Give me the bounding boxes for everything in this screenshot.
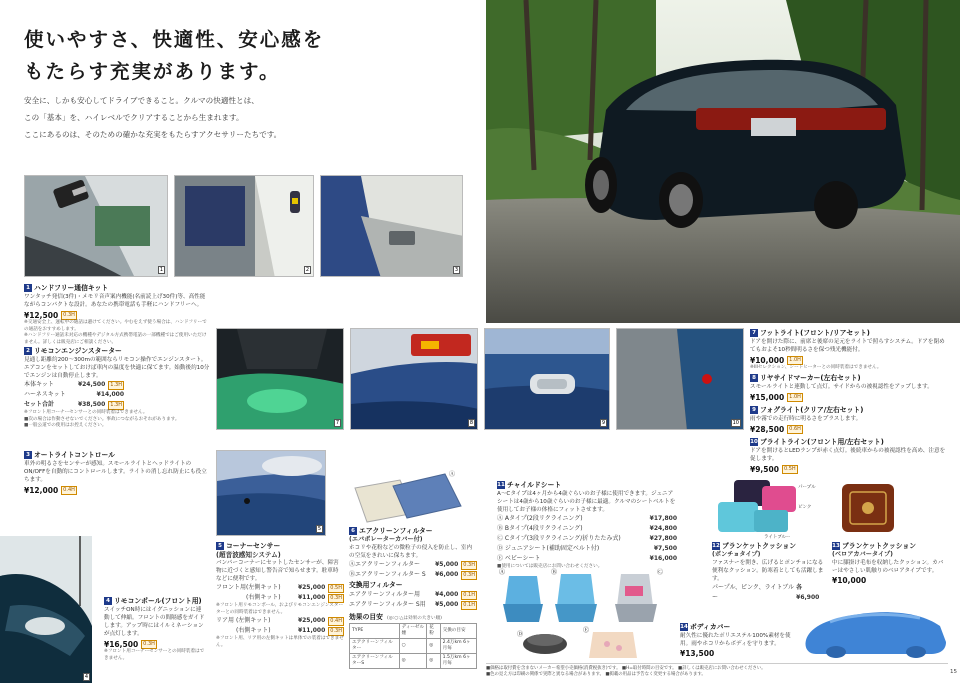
- photo-remote-antenna: [0, 536, 92, 683]
- item-description: 見通し距離約200〜300mの範囲ならリモコン操作でエンジンスタート。エアコンをセットしておけば車内の温度を快適に保てます。始動後約10分でエンジンは自動停止します。: [24, 357, 210, 379]
- table-cell: ○: [399, 638, 427, 653]
- item-number: 11: [497, 482, 505, 488]
- item-note: ※フロント用コーナーセンサーとの同時装着はできません。: [24, 410, 148, 415]
- price-label: Ⓐエアクリーンフィルター: [349, 561, 420, 568]
- item-body-cover: [680, 622, 800, 658]
- item-heading: [216, 541, 344, 551]
- price-label: Ⓓ ジュニアシート(補助固定ベルト付): [497, 545, 600, 552]
- item-note: ※IIIセレクション、シートヒーターとの同時装着はできません。: [750, 365, 882, 370]
- item-price: [24, 486, 210, 495]
- item-note: ■次の場合は作動させないでください。事故につながるおそれがあります。: [24, 416, 180, 422]
- item-description: A〜Cタイプは4ヶ月から4歳ぐらいのお子様に使用できます。ジュニアシートは4歳から10歳ぐらいのお子様に最適。クルマのシートベルトを使用してお子様の体格にフィットさせます。: [497, 491, 676, 513]
- item-description: バンパーコーナーにセットしたセンサーが、障害物に近づくと感知し警告音で知らせます。駐車時などに便利です。: [216, 560, 339, 582]
- item-subtitle: (エバポレーターカバー付): [349, 536, 423, 543]
- item-price: [750, 465, 946, 474]
- install-time-badge: 1.0H: [789, 394, 801, 400]
- hero-car-photo: [486, 0, 960, 323]
- photo-number: 7: [335, 420, 339, 426]
- photo-rear-side-marker: [350, 328, 478, 430]
- price-row: [349, 560, 477, 570]
- install-time-badge: 0.6H: [789, 426, 801, 432]
- headline-line-1: 使いやすさ、快適性、安心感を: [24, 28, 325, 51]
- item-heading: [104, 596, 206, 606]
- item-heading: [680, 622, 800, 632]
- seat-a: [503, 576, 543, 622]
- item-description: 車外の明るさをセンサーが感知。スモールライトとヘッドライトのON/OFFを自動的にコントロールします。ライトの消し忘れ防止にも役立ちます。: [24, 461, 207, 483]
- photo-auto-light-sensor: [320, 175, 463, 277]
- item-velour-cushion: [832, 541, 948, 585]
- table-header-row: [350, 623, 477, 638]
- item-price: [832, 577, 948, 585]
- color-options: パープル、ピンク、ライトブルー: [712, 584, 795, 601]
- effect-heading: 効果の目安: [349, 613, 383, 621]
- intro-line-3: ここにあるのは、そのための確かな充実をもたらすアクセサリーたちです。: [24, 130, 282, 139]
- photo-number: 4: [84, 674, 88, 680]
- price-value: ¥28,500: [750, 424, 785, 434]
- item-title: リモコンポール(フロント用): [114, 597, 202, 605]
- install-time-badge: 1.0H: [789, 357, 801, 363]
- photo-child-seats: [497, 566, 677, 661]
- price-value: ¥25,000: [297, 584, 326, 591]
- table-cell: ◎: [427, 638, 440, 653]
- item-bright-line: [750, 437, 946, 474]
- footer-line: ■色の見え方は印刷の関係で実際と異なる場合があります。 ■掲載の用品は予告なく変更する場合があります。: [486, 671, 706, 677]
- item-number: 9: [750, 406, 758, 414]
- item-heading: [24, 346, 210, 356]
- item-description: 中に膝掛け毛布を収納したクッション。カバーはやさしい肌触りのベロアタイプです。: [832, 560, 944, 574]
- price-row: [497, 554, 677, 564]
- price-value: ¥10,000: [832, 576, 867, 585]
- item-title: コーナーセンサー: [226, 542, 281, 550]
- price-row: [24, 390, 124, 400]
- item-heading: [497, 480, 677, 490]
- price-value: ¥11,000: [297, 594, 326, 601]
- item-description: ドアを開けた際に、前席と後席の足元をライトで照らすシステム。ドアを閉めてもおよそ10秒間明るさを保つ残光機能付。: [750, 339, 945, 353]
- price-value: ¥12,000: [24, 485, 59, 495]
- install-time-badge: 1.3H: [110, 401, 122, 408]
- table-cell: エアクリーンフィルターS: [350, 653, 400, 668]
- price-label: セット合計: [24, 401, 55, 408]
- item-number: 7: [750, 329, 758, 337]
- price-label: Ⓐ Aタイプ(2段リクライニング): [497, 515, 583, 522]
- photo-foot-light: [216, 328, 344, 430]
- item-number: 1: [24, 284, 32, 292]
- price-label: エアクリーンフィルター用: [349, 591, 420, 598]
- label-c: Ⓒ: [657, 569, 664, 576]
- install-time-badge: 0.3H: [143, 641, 155, 647]
- price-label: Ⓔ ベビーシート: [497, 555, 541, 562]
- intro-line-2: この「基本」を、ハイレベルでクリアすることから生まれます。: [24, 113, 244, 122]
- item-heading: [349, 526, 477, 536]
- item-note: ■一般公道での使用はお控えください。: [24, 423, 107, 428]
- replacement-filter-heading: 交換用フィルター: [349, 581, 403, 589]
- item-number: 10: [750, 439, 758, 445]
- price-label: エアクリーンフィルター S用: [349, 601, 426, 608]
- item-note: ※フロント用リモコンポール、およびリモコンエンジンスターターとの同時装着はできません。: [216, 603, 344, 615]
- label-a: Ⓐ: [499, 569, 506, 576]
- item-description: 雨や霧での走行時に明るさをプラスします。: [750, 416, 862, 422]
- table-row: [350, 638, 477, 653]
- price-value: ¥14,000: [96, 391, 124, 398]
- item-note: ■使用については販売店にお問い合わせください。: [497, 564, 603, 569]
- item-note: ※交通安全上、運転中の通話は避けてください。やむをえず使う場合は、ハンドフリーでの通話をおすすめします。: [24, 320, 207, 332]
- item-title: フットライト(フロント/リアセット): [760, 329, 870, 337]
- effect-table: [349, 623, 477, 669]
- item-subtitle: (ベロアカバータイプ): [832, 551, 893, 558]
- photo-number: 1: [159, 267, 163, 273]
- price-value: ¥17,800: [649, 515, 677, 522]
- table-cell: ◎: [427, 653, 440, 668]
- price-row: [216, 593, 344, 603]
- item-title: ボディカバー: [690, 623, 731, 631]
- price-value: ¥9,500: [750, 464, 779, 474]
- item-number: 5: [216, 542, 224, 550]
- photo-bright-line: [616, 328, 744, 430]
- page-number: 15: [950, 669, 957, 675]
- price-row: [349, 600, 477, 610]
- photo-blanket-cushions: [712, 476, 822, 540]
- price-label: Ⓒ Cタイプ(3段リクライニング/折りたたみ式): [497, 535, 621, 542]
- price-value: ¥5,000: [435, 561, 459, 568]
- item-heading: [750, 328, 946, 338]
- item-title: ブライトライン(フロント用/左右セット): [760, 438, 884, 446]
- color-label-purple: パープル: [798, 485, 816, 490]
- table-cell: 2.4万km 6ヶ月毎: [440, 638, 476, 653]
- price-row: [216, 583, 344, 593]
- table-header: ディーゼル煙: [399, 623, 427, 638]
- item-title: ブランケットクッション: [842, 542, 917, 550]
- price-value: ¥15,000: [750, 392, 785, 402]
- install-time-badge: 0.4H: [330, 617, 342, 624]
- price-row: [24, 380, 124, 390]
- effect-note: (◎:○:△は効果の大きい順): [386, 616, 442, 621]
- install-time-badge: 0.3H: [463, 561, 475, 568]
- price-row: [497, 514, 677, 524]
- table-header: 交換の目安: [440, 623, 476, 638]
- photo-velour-cushion: [838, 480, 898, 536]
- item-description: ファスナーを開き、広げるとポンチョになる便利なクッション。防寒着としても活躍します。: [712, 560, 824, 582]
- item-subtitle: (超音波感知システム): [216, 551, 281, 559]
- table-row: [350, 653, 477, 668]
- install-time-badge: 0.3H: [330, 594, 342, 601]
- photo-corner-sensor: [216, 450, 326, 536]
- price-value: ¥24,500: [77, 381, 106, 388]
- price-value: 各¥6,900: [796, 584, 820, 601]
- photo-fog-light: [484, 328, 610, 430]
- price-label: Ⓑエアクリーンフィルター S: [349, 571, 426, 578]
- price-label: (右側キット): [236, 627, 271, 634]
- price-label: Ⓑ Bタイプ(4段リクライニング): [497, 525, 583, 532]
- price-value: ¥7,500: [653, 545, 677, 552]
- price-row: [497, 544, 677, 554]
- price-label: リア用: [216, 617, 235, 624]
- price-value: ¥12,500: [24, 310, 59, 320]
- item-fog-light: [750, 405, 946, 434]
- item-price: [24, 311, 210, 320]
- item-child-seat: [497, 480, 677, 571]
- item-number: 2: [24, 347, 32, 355]
- table-cell: エアクリーンフィルター: [350, 638, 400, 653]
- price-value: ¥4,000: [435, 591, 459, 598]
- price-label: 本体キット: [24, 381, 54, 388]
- item-title: リヤサイドマーカー(左右セット): [760, 374, 861, 382]
- price-row: [497, 524, 677, 534]
- price-row: [24, 400, 124, 410]
- item-heading: [750, 373, 946, 383]
- price-label: ハーネスキット: [24, 391, 66, 398]
- item-number: 4: [104, 597, 112, 605]
- price-value: ¥10,000: [750, 355, 785, 365]
- item-blanket-poncho: [712, 541, 824, 603]
- color-label-light-blue: ライトブルー: [764, 535, 791, 540]
- install-time-badge: 1.3H: [110, 381, 122, 388]
- item-foot-light: [750, 328, 946, 372]
- item-rear-side-marker: [750, 373, 946, 402]
- item-price: [680, 650, 800, 658]
- item-number: 14: [680, 624, 688, 630]
- price-value: ¥25,000: [297, 617, 326, 624]
- item-heading: [712, 541, 824, 551]
- photo-remote-engine-starter: [174, 175, 314, 277]
- photo-air-filter: [345, 468, 465, 524]
- item-price: [750, 393, 946, 402]
- item-title: オートライトコントロール: [34, 451, 115, 459]
- item-number: 8: [750, 374, 758, 382]
- photo-number: 10: [732, 420, 739, 426]
- install-time-badge: 0.4H: [63, 487, 75, 493]
- item-price: [104, 640, 206, 649]
- photo-number: 5: [317, 526, 321, 532]
- price-value: ¥38,500: [77, 401, 106, 408]
- price-value: ¥16,500: [104, 639, 139, 649]
- item-remote-antenna: [104, 596, 206, 662]
- photo-number: 2: [305, 267, 309, 273]
- item-description: ドアを開けるとLEDランプが赤く点灯。後続車からの被視認性を高め、注意を促します。: [750, 448, 946, 462]
- item-remote-engine-starter: [24, 346, 210, 430]
- item-handsfree: [24, 283, 210, 346]
- seat-c: [615, 574, 657, 622]
- color-label-pink: ピンク: [798, 505, 812, 510]
- item-note: ※ハンドフリー通話未対応の機種やデジタル方式携帯電話の一部機種ではご使用いただけません。詳しくは販売店にご相談ください。: [24, 333, 207, 345]
- price-value: ¥13,500: [680, 649, 715, 658]
- price-value: ¥6,000: [435, 571, 459, 578]
- install-time-badge: 0.3H: [330, 627, 342, 634]
- item-subtitle: (ポンチョタイプ): [712, 551, 761, 558]
- install-time-badge: 0.1H: [463, 591, 475, 598]
- seat-b: [555, 574, 597, 622]
- item-title: チャイルドシート: [507, 481, 562, 489]
- item-price: [750, 356, 946, 365]
- item-title: ハンドフリー通信キット: [34, 284, 109, 292]
- photo-number: 3: [454, 267, 458, 273]
- price-value: ¥11,000: [297, 627, 326, 634]
- item-note: ※フロント用コーナーセンサーとの同時装着はできません。: [104, 649, 205, 661]
- item-description: ワンタッチ発信(3件)・メモリ音声案内機能(名前読上げ30件)等、高性能ながらコンパクトな設計。あなたの携帯電話も手軽にハンドフリーへ。: [24, 294, 206, 308]
- item-title: ブランケットクッション: [722, 542, 797, 550]
- table-cell: ◎: [399, 653, 427, 668]
- install-time-badge: 0.5H: [330, 584, 342, 591]
- item-number: 3: [24, 451, 32, 459]
- price-row: [216, 616, 344, 626]
- price-row: [497, 534, 677, 544]
- item-description: ホコリや花粉などの微粒子の侵入を防止し、室内の空気をきれいに保ちます。: [349, 545, 473, 559]
- install-time-badge: 0.5H: [783, 466, 796, 472]
- item-title: リモコンエンジンスターター: [34, 347, 122, 355]
- item-auto-light: [24, 450, 210, 495]
- item-heading: [750, 405, 946, 415]
- headline-line-2: もたらす充実があります。: [24, 60, 281, 83]
- photo-handsfree-kit: [24, 175, 168, 277]
- footer-notes: [486, 663, 948, 679]
- item-heading: [24, 283, 210, 293]
- price-row: [349, 590, 477, 600]
- item-heading: [24, 450, 210, 460]
- item-air-filter: [349, 526, 477, 669]
- item-note: ※フロント用、リア用の左側キットは単体での装着はできません。: [216, 636, 344, 648]
- item-description: スイッチON時にはイグニッションに連動して伸縮。フロントの間隔感をガイドします。アップ時にはイルミネーションが点灯します。: [104, 607, 205, 637]
- install-time-badge: 0.3H: [63, 312, 75, 318]
- price-row: [349, 570, 477, 580]
- photo-number: 8: [469, 420, 473, 426]
- label-a: Ⓐ: [449, 471, 456, 478]
- item-title: エアクリーンフィルター: [359, 527, 433, 535]
- item-number: 12: [712, 543, 720, 549]
- intro-line-1: 安全に、しかも安心してドライブできること。クルマの快適性とは、: [24, 96, 259, 105]
- item-title: フォグライト(クリア/左右セット): [760, 406, 864, 414]
- item-price: [750, 425, 946, 434]
- price-label: (左側キット): [235, 617, 271, 624]
- label-d: Ⓓ: [517, 631, 524, 638]
- photo-body-cover: [800, 596, 950, 660]
- page-headline: [24, 24, 464, 88]
- price-value: ¥5,000: [435, 601, 459, 608]
- install-time-badge: 0.3H: [463, 571, 475, 578]
- item-description: スモールライトと連動して点灯。サイドからの被視認性をアップします。: [750, 384, 933, 390]
- label-e: Ⓔ: [583, 627, 590, 634]
- install-time-badge: 0.1H: [463, 601, 475, 608]
- label-b: Ⓑ: [551, 569, 558, 576]
- price-label: フロント用(左側キット): [216, 584, 281, 591]
- footer-line: ■価格は取付費を含まないメーカー希望小売価格(消費税抜き)です。 ■H=取付時間の目安です。 ■詳しくは販売店にお問い合わせください。: [486, 666, 766, 671]
- price-value: ¥24,800: [649, 525, 677, 532]
- item-number: 13: [832, 543, 840, 549]
- item-corner-sensor: [216, 541, 344, 649]
- table-cell: 1.5万km 6ヶ月毎: [440, 653, 476, 668]
- price-value: ¥16,000: [649, 555, 677, 562]
- intro-text: [24, 92, 474, 143]
- table-header: TYPE: [350, 623, 400, 638]
- item-number: 6: [349, 527, 357, 535]
- price-label: (右側キット): [246, 594, 281, 601]
- table-header: 花粉: [427, 623, 440, 638]
- price-row: [216, 626, 344, 636]
- item-heading: [750, 437, 946, 447]
- photo-number: 9: [601, 420, 605, 426]
- price-value: ¥27,800: [649, 535, 677, 542]
- item-description: 耐久性に優れたポリエステル100%素材を使用。雨やホコリからボディを守ります。: [680, 633, 791, 647]
- item-heading: [832, 541, 948, 551]
